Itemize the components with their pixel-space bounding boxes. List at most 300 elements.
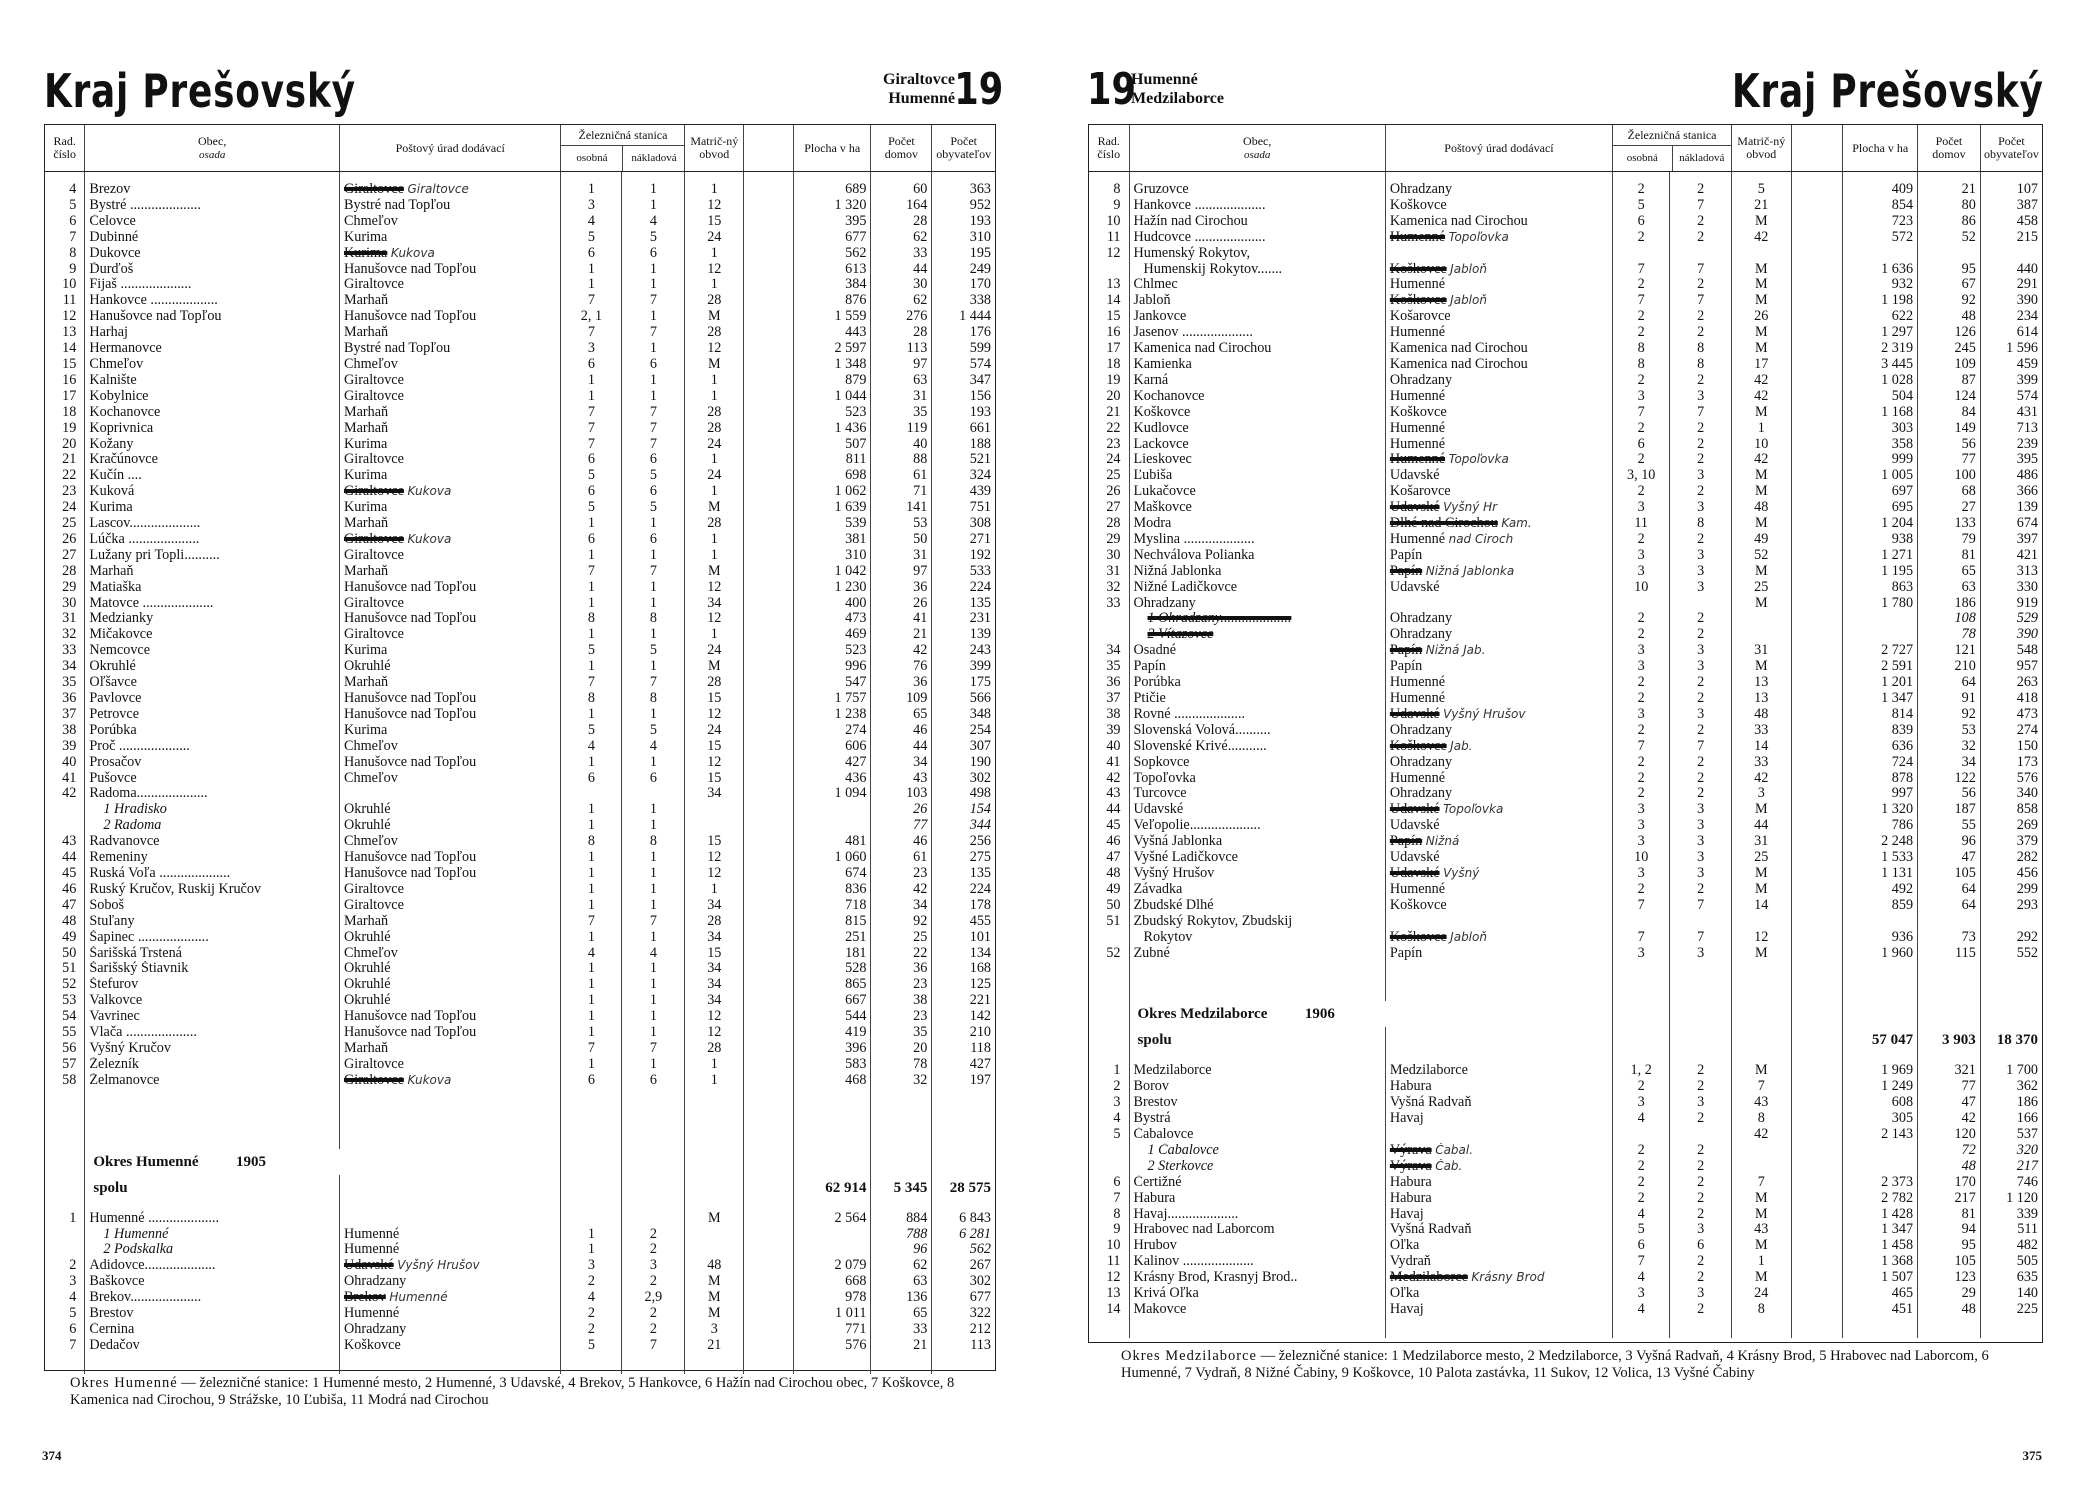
cell-domov: 67 [1918, 277, 1981, 293]
cell-plocha: 1 238 [793, 707, 871, 723]
cell-posta: Ohradzany [1385, 182, 1612, 198]
cell-matric: 21 [685, 1338, 744, 1354]
cell-rad: 5 [1089, 1127, 1129, 1143]
cell-matric: M [1732, 1238, 1791, 1254]
table-row [1089, 198, 2042, 214]
cell-obyv: 302 [969, 770, 991, 786]
cell-plocha: 1 028 [1843, 373, 1918, 389]
cell-posta: Kurima [340, 723, 561, 739]
table-row [45, 214, 995, 230]
cell-posta: Oľka [1385, 1286, 1612, 1302]
cell-rad: 42 [45, 786, 85, 802]
cell-rad: 33 [45, 643, 85, 659]
cell-plocha: 771 [793, 1322, 871, 1338]
cell-matric: 12 [685, 262, 744, 278]
cell-obec: Želmanovce [85, 1073, 340, 1089]
cell-rad: 44 [1089, 802, 1129, 818]
cell-nakladova: 2 [622, 1242, 685, 1258]
cell-posta: Chmeľov [340, 214, 561, 230]
cell-obec: Kudlovce [1129, 421, 1385, 437]
cell-blank [1791, 596, 1843, 612]
cell-nakladova: 2 [1670, 325, 1732, 341]
table-row [45, 182, 995, 198]
cell-plocha: 1 636 [1843, 262, 1918, 278]
cell-matric: 33 [1732, 723, 1791, 739]
cell-nakladova: 2 [1670, 1143, 1732, 1159]
cell-matric: 34 [685, 993, 744, 1009]
cell-obec: Železník [85, 1057, 340, 1073]
cell-obyv: 574 [2016, 388, 2038, 404]
cell-obyv: 282 [2016, 850, 2038, 866]
cell-nakladova: 7 [622, 1338, 685, 1354]
cell-nakladova: 1 [622, 818, 685, 834]
cell-posta: Udavské [1385, 818, 1612, 834]
cell-domov: 34 [1918, 755, 1981, 771]
cell-posta: Marhaň [340, 564, 561, 580]
table-row [1089, 802, 2042, 818]
cell-matric: 24 [685, 468, 744, 484]
cell-osobna: 1 [561, 755, 622, 771]
table-row [1089, 866, 2042, 882]
cell-plocha: 608 [1843, 1095, 1918, 1111]
cell-obec: Sopkovce [1129, 755, 1385, 771]
cell-rad: 43 [45, 834, 85, 850]
cell-posta: Marhaň [340, 914, 561, 930]
cell-matric: M [1732, 262, 1791, 278]
cell-obyv: 395 [2016, 452, 2038, 468]
cell-obec: Lúčka .................... [85, 532, 340, 548]
cell-rad: 52 [45, 977, 85, 993]
cell-blank [744, 659, 794, 675]
cell-obec: Topoľovka [1129, 771, 1385, 787]
cell-plocha: 443 [793, 325, 871, 341]
cell-plocha: 697 [1843, 484, 1918, 500]
cell-blank [744, 1227, 794, 1243]
cell-posta: Kurima Kukova [340, 246, 561, 262]
table-row [45, 643, 995, 659]
cell-posta: Marhaň [340, 325, 561, 341]
cell-plocha: 879 [793, 373, 871, 389]
cell-nakladova: 2 [1670, 1302, 1732, 1318]
cell-nakladova: 3 [1670, 580, 1732, 596]
cell-posta: Udavské Vyšný Hrušov [1385, 707, 1612, 723]
cell-plocha: 1 060 [793, 850, 871, 866]
cell-posta: Humenné [1385, 675, 1612, 691]
cell-rad: 1 [1089, 1063, 1129, 1079]
cell-blank [1791, 643, 1843, 659]
cell-plocha: 668 [793, 1274, 871, 1290]
cell-rad: 10 [45, 277, 85, 293]
cell-domov: 210 [1918, 659, 1981, 675]
table-row [45, 516, 995, 532]
cell-osobna: 2 [1613, 325, 1670, 341]
cell-domov: 87 [1918, 373, 1981, 389]
handwritten-note: Kukova [407, 531, 452, 546]
cell-obyv: 390 [2016, 293, 2038, 309]
cell-nakladova: 3 [1670, 389, 1732, 405]
cell-osobna: 1 [561, 262, 622, 278]
cell-domov: 136 [871, 1290, 932, 1306]
cell-posta: Giraltovce Kukova [340, 1073, 561, 1089]
cell-domov: 126 [1918, 325, 1981, 341]
cell-matric: M [1732, 214, 1791, 230]
cell-posta: Marhaň [340, 516, 561, 532]
cell-plocha: 1 249 [1843, 1079, 1918, 1095]
cell-nakladova: 3 [1670, 802, 1732, 818]
cell-blank [744, 1073, 794, 1089]
cell-domov: 61 [871, 468, 932, 484]
cell-blank [1791, 739, 1843, 755]
cell-osobna: 3 [1613, 818, 1670, 834]
cell-osobna: 1 [561, 516, 622, 532]
cell-posta [1385, 914, 1612, 930]
cell-blank [1791, 1127, 1843, 1143]
table-row [45, 659, 995, 675]
cell-matric: M [1732, 946, 1791, 962]
table-row [45, 405, 995, 421]
cell-rad: 39 [45, 739, 85, 755]
cell-plocha [793, 818, 871, 834]
table-row [1089, 341, 2042, 357]
cell-blank [744, 1242, 794, 1258]
cell-rad: 4 [45, 182, 85, 198]
cell-matric: 12 [685, 1025, 744, 1041]
cell-matric: 8 [1732, 1111, 1791, 1127]
cell-obec: 2 Sterkovce [1129, 1159, 1385, 1175]
okres-header [883, 70, 955, 108]
cell-rad: 5 [45, 1306, 85, 1322]
table-row [45, 1258, 995, 1274]
cell-posta: Chmeľov [340, 946, 561, 962]
cell-posta: Humenné [340, 1227, 561, 1243]
cell-domov: 141 [871, 500, 932, 516]
cell-domov: 97 [871, 564, 932, 580]
cell-obyv: 566 [969, 691, 991, 706]
cell-blank [1791, 262, 1843, 278]
cell-obyv: 118 [970, 1040, 991, 1056]
cell-domov: 50 [871, 532, 932, 548]
table-row [45, 930, 995, 946]
table-row [45, 611, 995, 627]
cell-nakladova: 1 [622, 898, 685, 914]
table-row [45, 946, 995, 962]
cell-matric: M [1732, 1191, 1791, 1207]
cell-nakladova: 2 [1670, 230, 1732, 246]
cell-osobna: 4 [561, 1290, 622, 1306]
cell-obec: Radoma.................... [85, 786, 340, 802]
cell-osobna: 1 [561, 389, 622, 405]
cell-obyv: 173 [2016, 754, 2038, 770]
cell-domov: 88 [871, 452, 932, 468]
cell-matric: 43 [1732, 1095, 1791, 1111]
cell-osobna: 8 [1613, 341, 1670, 357]
table-row [45, 1057, 995, 1073]
cell-rad: 42 [1089, 771, 1129, 787]
cell-domov: 32 [871, 1073, 932, 1089]
cell-posta: Kamenica nad Cirochou [1385, 214, 1612, 230]
table-row [45, 325, 995, 341]
cell-matric: M [1732, 596, 1791, 612]
cell-rad: 14 [45, 341, 85, 357]
cell-blank [744, 214, 794, 230]
cell-nakladova: 3 [1670, 834, 1732, 850]
cell-nakladova: 2 [622, 1306, 685, 1322]
cell-domov: 84 [1918, 405, 1981, 421]
cell-obyv: 217 [2016, 1158, 2038, 1174]
table-row [45, 961, 995, 977]
okres-heading-row: Okres Medzilaborce 1906 [1089, 1001, 2042, 1027]
cell-domov: 119 [871, 421, 932, 437]
cell-posta: Koškovce Jabloň [1385, 262, 1612, 278]
cell-blank [744, 293, 794, 309]
cell-plocha: 1 131 [1843, 866, 1918, 882]
cell-osobna: 5 [1613, 198, 1670, 214]
cell-matric [1732, 627, 1791, 643]
cell-nakladova: 2 [1670, 452, 1732, 468]
cell-posta: Chmeľov [340, 739, 561, 755]
table-row [45, 1338, 995, 1354]
handwritten-note: Vyšný Hrušov [1443, 706, 1526, 721]
cell-posta: Marhaň [340, 405, 561, 421]
table-row [1089, 882, 2042, 898]
cell-domov: 92 [871, 914, 932, 930]
cell-obec: Hrabovec nad Laborcom [1129, 1222, 1385, 1238]
cell-blank [1791, 802, 1843, 818]
cell-posta: Giraltovce [340, 596, 561, 612]
cell-obyv: 674 [2016, 516, 2038, 532]
cell-posta: Kurima [340, 230, 561, 246]
cell-obyv: 431 [2016, 404, 2038, 420]
cell-osobna: 6 [561, 484, 622, 500]
cell-blank [1791, 1270, 1843, 1286]
cell-obyv: 225 [2016, 1302, 2038, 1317]
table-row [1089, 675, 2042, 691]
cell-matric: 42 [1732, 373, 1791, 389]
cell-obec: Kamenica nad Cirochou [1129, 341, 1385, 357]
cell-rad: 20 [45, 437, 85, 453]
cell-posta: Udavské Topoľovka [1385, 802, 1612, 818]
cell-obec: 2 Podskalka [85, 1242, 340, 1258]
cell-domov: 40 [871, 437, 932, 453]
cell-nakladova: 1 [622, 262, 685, 278]
page-number: 375 [2022, 1448, 2042, 1463]
cell-nakladova: 1 [622, 516, 685, 532]
cell-blank [1791, 723, 1843, 739]
cell-blank [744, 548, 794, 564]
cell-plocha: 1 428 [1843, 1207, 1918, 1223]
cell-nakladova [1670, 1127, 1732, 1143]
cell-blank [744, 468, 794, 484]
cell-osobna: 1 [561, 627, 622, 643]
cell-obec: Harhaj [85, 325, 340, 341]
cell-blank [744, 421, 794, 437]
cell-obyv: 339 [2016, 1206, 2038, 1222]
table-row [1089, 1238, 2042, 1254]
cell-nakladova: 8 [1670, 341, 1732, 357]
cell-osobna: 5 [561, 500, 622, 516]
cell-rad: 37 [45, 707, 85, 723]
cell-obyv: 139 [2016, 500, 2038, 516]
cell-matric: 42 [1732, 771, 1791, 787]
cell-osobna: 1 [561, 930, 622, 946]
cell-blank [1791, 357, 1843, 373]
cell-rad: 15 [1089, 309, 1129, 325]
cell-posta: Hanušovce nad Topľou [340, 262, 561, 278]
cell-domov: 30 [871, 277, 932, 293]
cell-blank [1791, 437, 1843, 453]
cell-matric: 21 [1732, 198, 1791, 214]
table-row [45, 1290, 995, 1306]
cell-posta: Koškovce [1385, 405, 1612, 421]
cell-domov: 115 [1918, 946, 1981, 962]
cell-obec: 2 Radoma [85, 818, 340, 834]
cell-posta: Giraltovce [340, 373, 561, 389]
cell-domov: 164 [871, 198, 932, 214]
cell-matric: 1 [685, 452, 744, 468]
cell-blank [1791, 914, 1843, 930]
cell-plocha: 1 062 [793, 484, 871, 500]
handwritten-note: Nižná [1425, 834, 1460, 849]
cell-matric: 31 [1732, 834, 1791, 850]
cell-matric: 10 [1732, 437, 1791, 453]
cell-rad: 13 [45, 325, 85, 341]
cell-plocha: 996 [793, 659, 871, 675]
cell-obec: Vlača .................... [85, 1025, 340, 1041]
cell-osobna: 3 [1613, 564, 1670, 580]
cell-nakladova: 2 [1670, 1270, 1732, 1286]
col-rad: Rad. číslo [45, 125, 85, 172]
cell-matric: 24 [685, 723, 744, 739]
cell-domov: 23 [871, 977, 932, 993]
cell-matric: M [1732, 882, 1791, 898]
cell-domov: 42 [871, 882, 932, 898]
cell-rad: 19 [1089, 373, 1129, 389]
cell-matric: 14 [1732, 739, 1791, 755]
cell-obyv: 243 [969, 643, 991, 659]
cell-obyv: 324 [969, 468, 991, 484]
cell-plocha: 718 [793, 898, 871, 914]
cell-rad: 35 [1089, 659, 1129, 675]
cell-blank [1791, 659, 1843, 675]
cell-blank [1791, 1302, 1843, 1318]
cell-osobna: 1 [561, 277, 622, 293]
cell-nakladova: 1 [622, 866, 685, 882]
cell-obec: Chmeľov [85, 357, 340, 373]
cell-rad: 29 [45, 580, 85, 596]
cell-posta: Giraltovce [340, 898, 561, 914]
cell-rad: 50 [45, 946, 85, 962]
cell-domov: 109 [1918, 357, 1981, 373]
cell-rad: 3 [1089, 1095, 1129, 1111]
cell-matric: M [1732, 468, 1791, 484]
cell-posta: Chmeľov [340, 771, 561, 787]
handwritten-note: Vyšný Hr [1443, 500, 1498, 515]
cell-plocha: 859 [1843, 898, 1918, 914]
cell-plocha: 1 297 [1843, 325, 1918, 341]
cell-nakladova: 3 [1670, 643, 1732, 659]
cell-rad: 23 [1089, 437, 1129, 453]
cell-osobna: 7 [561, 437, 622, 453]
cell-osobna: 5 [561, 468, 622, 484]
table-row [1089, 1286, 2042, 1302]
cell-obyv: 192 [969, 547, 991, 563]
cell-matric: M [1732, 293, 1791, 309]
cell-blank [1791, 293, 1843, 309]
cell-rad: 7 [1089, 1191, 1129, 1207]
cell-domov: 26 [871, 802, 932, 818]
cell-matric: 8 [1732, 1302, 1791, 1318]
table-row [45, 277, 995, 293]
cell-matric: 15 [685, 739, 744, 755]
cell-osobna: 3 [1613, 1095, 1670, 1111]
cell-posta: Humenné [1385, 277, 1612, 293]
table-row [1089, 452, 2042, 468]
cell-matric: 14 [1732, 898, 1791, 914]
cell-nakladova: 1 [622, 707, 685, 723]
table-row [1089, 596, 2042, 612]
cell-obyv: 498 [969, 786, 991, 802]
cell-matric [1732, 1159, 1791, 1175]
cell-matric [1732, 246, 1791, 262]
cell-nakladova: 1 [622, 882, 685, 898]
cell-obec: Kochanovce [1129, 389, 1385, 405]
cell-obec: Brestov [85, 1306, 340, 1322]
cell-obec: Šarišská Trstená [85, 946, 340, 962]
cell-plocha: 677 [793, 230, 871, 246]
cell-plocha: 997 [1843, 786, 1918, 802]
cell-domov: 321 [1918, 1063, 1981, 1079]
cell-domov: 46 [871, 834, 932, 850]
cell-plocha: 815 [793, 914, 871, 930]
cell-nakladova: 2 [1670, 1207, 1732, 1223]
cell-obyv: 529 [2016, 611, 2038, 627]
cell-plocha: 836 [793, 882, 871, 898]
cell-posta: Udavské [1385, 580, 1612, 596]
cell-plocha: 1 347 [1843, 691, 1918, 707]
cell-nakladova: 5 [622, 723, 685, 739]
cell-plocha: 1 044 [793, 389, 871, 405]
cell-obyv: 293 [2016, 897, 2038, 913]
cell-blank [744, 1057, 794, 1073]
cell-obec: Medzilaborce [1129, 1063, 1385, 1079]
cell-blank [744, 1338, 794, 1354]
handwritten-note: Kam. [1501, 516, 1532, 531]
cell-posta: Hanušovce nad Topľou [340, 691, 561, 707]
cell-osobna: 7 [1613, 1254, 1670, 1270]
cell-matric: M [685, 564, 744, 580]
cell-blank [744, 882, 794, 898]
cell-domov: 73 [1918, 930, 1981, 946]
handwritten-note: Krásny Brod [1471, 1270, 1545, 1285]
cell-obec: Zubné [1129, 946, 1385, 962]
col-plocha: Plocha v ha [793, 125, 871, 172]
cell-obyv: 249 [969, 261, 991, 277]
cell-plocha: 622 [1843, 309, 1918, 325]
cell-obec: Brezov [85, 182, 340, 198]
table-row [45, 818, 995, 834]
cell-osobna [561, 786, 622, 802]
cell-rad: 22 [1089, 421, 1129, 437]
cell-osobna: 1 [561, 818, 622, 834]
cell-nakladova: 7 [622, 293, 685, 309]
cell-rad [45, 1227, 85, 1243]
cell-rad: 10 [1089, 1238, 1129, 1254]
cell-obyv: 505 [2016, 1254, 2038, 1270]
cell-nakladova: 2 [1670, 277, 1732, 293]
cell-posta: Medzilaborce Krásny Brod [1385, 1270, 1612, 1286]
cell-obyv: 427 [969, 1056, 991, 1072]
cell-matric: 28 [685, 914, 744, 930]
